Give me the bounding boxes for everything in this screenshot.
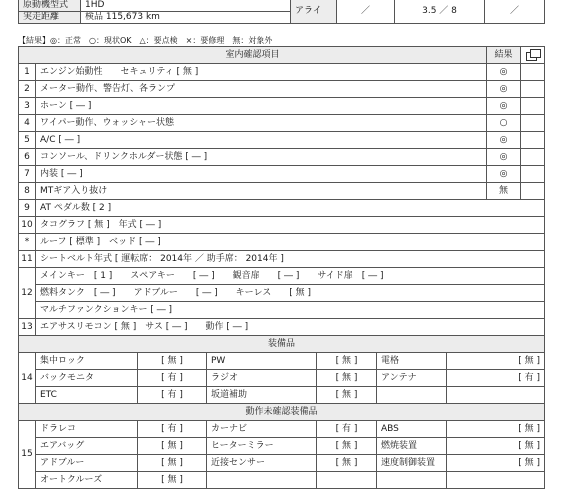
row-number: 15 bbox=[19, 421, 36, 489]
engine-model-value: 1HD bbox=[81, 0, 291, 12]
equipment-value: [ 無 ] bbox=[138, 353, 207, 370]
check-item-row bbox=[19, 200, 545, 217]
check-item-result: ◎ bbox=[487, 149, 521, 166]
alignment-label: アライ bbox=[291, 0, 337, 24]
blank-cell bbox=[521, 132, 545, 149]
equipment-name bbox=[377, 472, 447, 489]
check-item-result: ◎ bbox=[487, 81, 521, 98]
alignment-slash-right: ／ bbox=[485, 0, 545, 24]
keys-line-3: マルチファンクションキー [ ― ] bbox=[36, 302, 545, 319]
row-number: 8 bbox=[19, 183, 36, 200]
check-item-label: A/C [ ― ] bbox=[36, 132, 487, 149]
copy-icon bbox=[526, 49, 540, 60]
check-item-label: AT ペダル数 [ 2 ] bbox=[36, 200, 545, 217]
equipment-name bbox=[207, 472, 317, 489]
equipment-value: [ 有 ] bbox=[138, 421, 207, 438]
check-item-label: コンソール、ドリンクホルダー状態 [ ― ] bbox=[36, 149, 487, 166]
mileage-value: 検品 115,673 km bbox=[81, 12, 291, 24]
equipment-section-header: 装備品 bbox=[19, 336, 545, 353]
equipment-value: [ 無 ] bbox=[447, 421, 545, 438]
check-item-row bbox=[19, 98, 545, 115]
check-item-row bbox=[19, 149, 545, 166]
equipment-row bbox=[19, 387, 545, 404]
blank-cell bbox=[521, 183, 545, 200]
check-item-result: 無 bbox=[487, 183, 521, 200]
equipment-value bbox=[317, 472, 377, 489]
blank-cell bbox=[521, 166, 545, 183]
keys-line-2: 燃料タンク [ ― ] アドブルー [ ― ] キーレス [ 無 ] bbox=[36, 285, 545, 302]
equipment-row bbox=[19, 421, 545, 438]
equipment-row bbox=[19, 438, 545, 455]
equipment-row bbox=[19, 472, 545, 489]
check-item-label: 内装 [ ― ] bbox=[36, 166, 487, 183]
equipment-name: 近接センサー bbox=[207, 455, 317, 472]
equipment-value: [ 無 ] bbox=[447, 455, 545, 472]
keys-line-1: メインキー [ 1 ] スペアキー [ ― ] 観音扉 [ ― ] サイド扉 [ ― ] bbox=[36, 268, 545, 285]
equipment-name: 燃焼装置 bbox=[377, 438, 447, 455]
check-item-row bbox=[19, 251, 545, 268]
check-item-row bbox=[19, 166, 545, 183]
equipment-name: ドラレコ bbox=[36, 421, 138, 438]
alignment-value: 3.5 ／ 8 bbox=[395, 0, 485, 24]
check-item-result: ◎ bbox=[487, 132, 521, 149]
check-item-result: ◎ bbox=[487, 64, 521, 81]
unverified-section-header: 動作未確認装備品 bbox=[19, 404, 545, 421]
equipment-name: アンテナ bbox=[377, 370, 447, 387]
equipment-name bbox=[377, 387, 447, 404]
equipment-value: [ 無 ] bbox=[138, 438, 207, 455]
check-item-label: エンジン始動性 セキュリティ [ 無 ] bbox=[36, 64, 487, 81]
blank-cell bbox=[521, 149, 545, 166]
equipment-value: [ 有 ] bbox=[317, 421, 377, 438]
copy-button[interactable] bbox=[521, 47, 545, 64]
equipment-name: カーナビ bbox=[207, 421, 317, 438]
row-number: 6 bbox=[19, 149, 36, 166]
equipment-name: 集中ロック bbox=[36, 353, 138, 370]
equipment-name: アドブルー bbox=[36, 455, 138, 472]
row-number: 11 bbox=[19, 251, 36, 268]
equipment-name: 電格 bbox=[377, 353, 447, 370]
equipment-value: [ 無 ] bbox=[138, 472, 207, 489]
equipment-name: 坂道補助 bbox=[207, 387, 317, 404]
equipment-value bbox=[447, 387, 545, 404]
interior-section-header: 室内確認項目 bbox=[19, 47, 487, 64]
check-item-label: メーター動作、警告灯、各ランプ bbox=[36, 81, 487, 98]
equipment-value: [ 無 ] bbox=[317, 438, 377, 455]
equipment-name: オートクルーズ bbox=[36, 472, 138, 489]
check-item-label: シートベルト年式 [ 運転席： 2014年 ／ 助手席： 2014年 ] bbox=[36, 251, 545, 268]
engine-model-label: 原動機型式 bbox=[19, 0, 81, 12]
equipment-value: [ 無 ] bbox=[317, 370, 377, 387]
check-item-label: タコグラフ [ 無 ] 年式 [ ― ] bbox=[36, 217, 545, 234]
equipment-value bbox=[447, 472, 545, 489]
equipment-value: [ 有 ] bbox=[447, 370, 545, 387]
check-item-row bbox=[19, 64, 545, 81]
row-number: 1 bbox=[19, 64, 36, 81]
row-number: 4 bbox=[19, 115, 36, 132]
check-item-row bbox=[19, 217, 545, 234]
equipment-value: [ 無 ] bbox=[138, 455, 207, 472]
check-item-result: ◎ bbox=[487, 166, 521, 183]
equipment-value: [ 無 ] bbox=[317, 353, 377, 370]
equipment-name: ヒーターミラー bbox=[207, 438, 317, 455]
row-number: 13 bbox=[19, 319, 36, 336]
check-item-label: MTギア入り抜け bbox=[36, 183, 487, 200]
row-number: 10 bbox=[19, 217, 36, 234]
check-item-row bbox=[19, 81, 545, 98]
equipment-row bbox=[19, 455, 545, 472]
air-suspension-row: エアサスリモコン [ 無 ] サス [ ― ] 動作 [ ― ] bbox=[36, 319, 545, 336]
equipment-name: エアバッグ bbox=[36, 438, 138, 455]
blank-cell bbox=[521, 98, 545, 115]
check-item-result: ◎ bbox=[487, 98, 521, 115]
blank-cell bbox=[521, 81, 545, 98]
equipment-name: ラジオ bbox=[207, 370, 317, 387]
equipment-value: [ 無 ] bbox=[447, 438, 545, 455]
result-header: 結果 bbox=[487, 47, 521, 64]
row-number: 14 bbox=[19, 353, 36, 404]
row-number: 7 bbox=[19, 166, 36, 183]
result-legend: 【結果】◎：正常 ○：現状OK △：要点検 ×：要修理 無：対象外 bbox=[18, 36, 273, 45]
check-item-row bbox=[19, 115, 545, 132]
equipment-value: [ 無 ] bbox=[447, 353, 545, 370]
check-item-label: ホーン [ ― ] bbox=[36, 98, 487, 115]
equipment-row bbox=[19, 353, 545, 370]
check-item-result: ○ bbox=[487, 115, 521, 132]
check-item-row bbox=[19, 132, 545, 149]
equipment-name: 速度制御装置 bbox=[377, 455, 447, 472]
interior-check-table bbox=[18, 46, 545, 489]
equipment-value: [ 無 ] bbox=[317, 387, 377, 404]
check-item-label: ワイパー動作、ウォッシャー状態 bbox=[36, 115, 487, 132]
equipment-value: [ 無 ] bbox=[317, 455, 377, 472]
equipment-name: PW bbox=[207, 353, 317, 370]
row-number: 9 bbox=[19, 200, 36, 217]
row-number: 12 bbox=[19, 268, 36, 319]
check-item-row bbox=[19, 183, 545, 200]
equipment-value: [ 有 ] bbox=[138, 370, 207, 387]
equipment-value: [ 有 ] bbox=[138, 387, 207, 404]
vehicle-info-table bbox=[18, 0, 545, 24]
alignment-slash-left: ／ bbox=[337, 0, 395, 24]
equipment-name: ETC bbox=[36, 387, 138, 404]
row-number: 2 bbox=[19, 81, 36, 98]
row-number: 3 bbox=[19, 98, 36, 115]
check-item-row bbox=[19, 234, 545, 251]
equipment-name: バックモニタ bbox=[36, 370, 138, 387]
blank-cell bbox=[521, 64, 545, 81]
check-item-label: ルーフ [ 標準 ] ベッド [ ― ] bbox=[36, 234, 545, 251]
row-number: 5 bbox=[19, 132, 36, 149]
mileage-label: 実走距離 bbox=[19, 12, 81, 24]
equipment-row bbox=[19, 370, 545, 387]
row-number: * bbox=[19, 234, 36, 251]
blank-cell bbox=[521, 115, 545, 132]
equipment-name: ABS bbox=[377, 421, 447, 438]
